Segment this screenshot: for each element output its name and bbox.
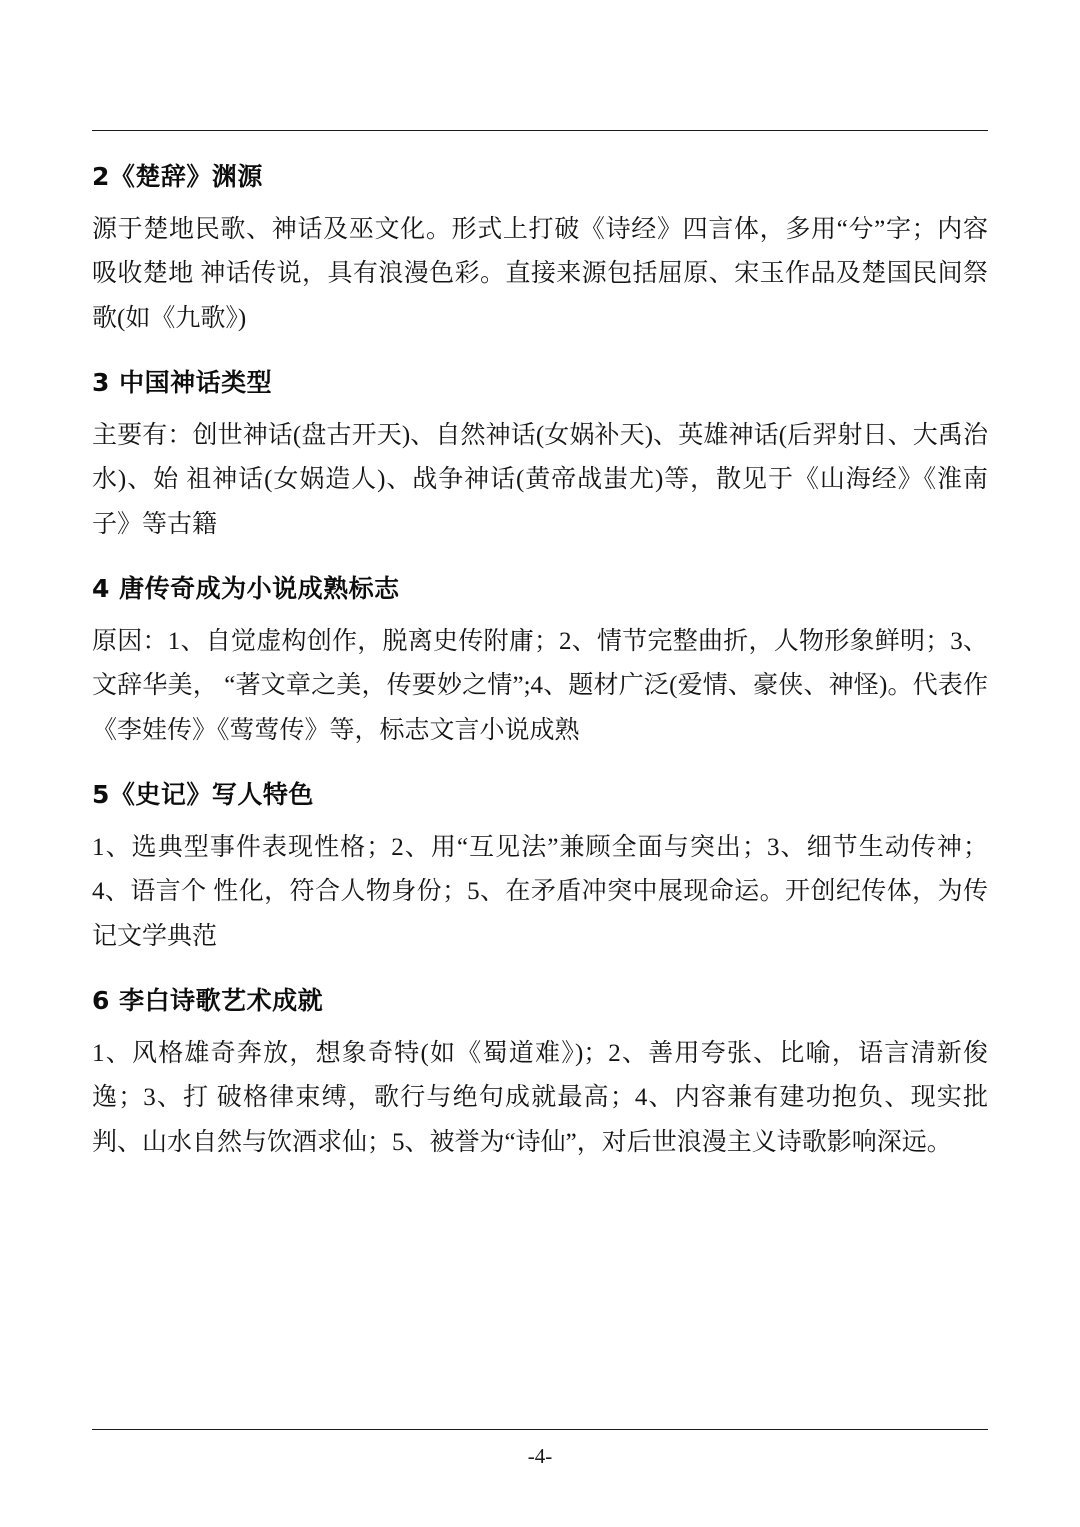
section-heading-4: 5《史记》写人特色 (92, 780, 314, 809)
section-body-5: 1、风格雄奇奔放，想象奇特(如《蜀道难》)；2、善用夸张、比喻，语言清新俊逸；3、打 破格律束缚，歌行与绝句成就最高；4、内容兼有建功抱负、现实批判、山水自然与饮酒求仙；5、被誉为“诗仙”，对后世浪漫主义诗歌影响深远。 (92, 1039, 988, 1156)
section-heading-2: 3 中国神话类型 (92, 368, 273, 397)
page-number: -4- (527, 1444, 553, 1468)
section-body-4: 1、选典型事件表现性格；2、用“互见法”兼顾全面与突出；3、细节生动传神；4、语言个 性化，符合人物身份；5、在矛盾冲突中展现命运。开创纪传体，为传记文学典范 (92, 833, 988, 950)
page-footer (92, 1421, 988, 1469)
section-body-2: 主要有：创世神话(盘古开天)、自然神话(女娲补天)、英雄神话(后羿射日、大禹治水)、始 祖神话(女娲造人)、战争神话(黄帝战蚩尤)等，散见于《山海经》《淮南子》等古籍 (92, 421, 988, 538)
section-heading-3: 4 唐传奇成为小说成熟标志 (92, 574, 400, 603)
section-body-1: 源于楚地民歌、神话及巫文化。形式上打破《诗经》四言体，多用“兮”字；内容吸收楚地 神话传说，具有浪漫色彩。直接来源包括屈原、宋玉作品及楚国民间祭歌(如《九歌》) (92, 215, 988, 332)
document-content (92, 161, 988, 1165)
section-body-3: 原因：1、自觉虚构创作，脱离史传附庸；2、情节完整曲折，人物形象鲜明；3、文辞华美， “著文章之美，传要妙之情”;4、题材广泛(爱情、豪侠、神怪)。代表作《李娃传》《莺莺传》等，标志文言小说成熟 (92, 627, 988, 744)
section-heading-1: 2《楚辞》渊源 (92, 162, 263, 191)
section-heading-5: 6 李白诗歌艺术成就 (92, 986, 324, 1015)
header-divider (92, 130, 988, 131)
footer-divider (92, 1429, 988, 1430)
